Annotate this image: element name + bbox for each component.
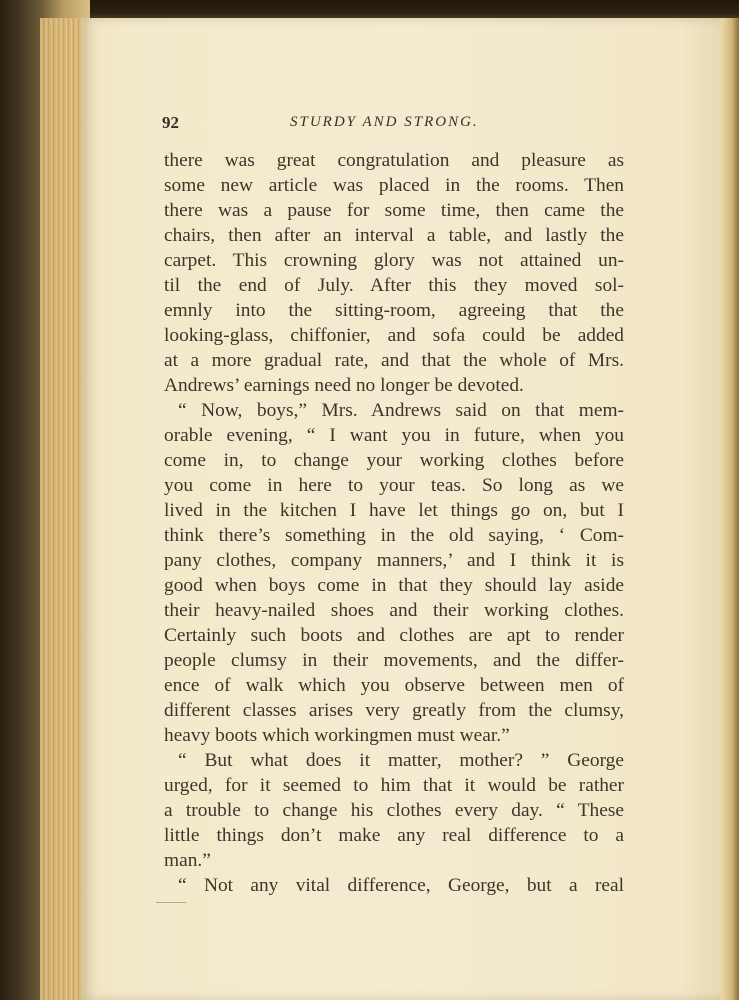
text-line: “ But what does it matter, mother? ” George bbox=[178, 750, 624, 771]
text-line: there was a pause for some time, then came the bbox=[164, 200, 624, 221]
text-line: pany clothes, company manners,’ and I think it is bbox=[164, 550, 624, 571]
text-line: urged, for it seemed to him that it would be rather bbox=[164, 775, 624, 796]
running-title: STURDY AND STRONG. bbox=[290, 114, 479, 130]
text-line: their heavy-nailed shoes and their working clothes. bbox=[164, 600, 624, 621]
page-number: 92 bbox=[162, 113, 179, 132]
text-line: Andrews’ earnings need no longer be devoted. bbox=[164, 375, 524, 396]
text-line: carpet. This crowning glory was not attained un- bbox=[164, 250, 624, 271]
text-line: lived in the kitchen I have let things go on, but I bbox=[164, 500, 624, 521]
text-line: come in, to change your working clothes before bbox=[164, 450, 624, 471]
text-line: looking-glass, chiffonier, and sofa could be added bbox=[164, 325, 624, 346]
text-line: heavy boots which workingmen must wear.” bbox=[164, 725, 510, 746]
text-line: til the end of July. After this they moved sol- bbox=[164, 275, 624, 296]
text-line: man.” bbox=[164, 850, 211, 871]
body-text bbox=[164, 148, 624, 898]
text-line: people clumsy in their movements, and the differ- bbox=[164, 650, 624, 671]
text-line: emnly into the sitting-room, agreeing that the bbox=[164, 300, 624, 321]
text-line: “ Not any vital difference, George, but a real bbox=[178, 875, 624, 896]
text-line: orable evening, “ I want you in future, when you bbox=[164, 425, 624, 446]
text-line: chairs, then after an interval a table, and lastly the bbox=[164, 225, 624, 246]
text-line: at a more gradual rate, and that the whole of Mrs. bbox=[164, 350, 624, 371]
text-line: different classes arises very greatly from the clumsy, bbox=[164, 700, 624, 721]
text-line: some new article was placed in the rooms. Then bbox=[164, 175, 624, 196]
text-line: Certainly such boots and clothes are apt to render bbox=[164, 625, 624, 646]
running-head bbox=[162, 113, 622, 137]
margin-mark bbox=[156, 888, 186, 903]
text-line: think there’s something in the old saying, ‘ Com- bbox=[164, 525, 624, 546]
text-line: ence of walk which you observe between men of bbox=[164, 675, 624, 696]
text-line: there was great congratulation and pleasure as bbox=[164, 150, 624, 171]
page-right-edge bbox=[721, 18, 739, 1000]
text-line: you come in here to your teas. So long as we bbox=[164, 475, 624, 496]
text-line: little things don’t make any real difference to a bbox=[164, 825, 624, 846]
text-line: a trouble to change his clothes every day. “ These bbox=[164, 800, 624, 821]
text-line: good when boys come in that they should lay aside bbox=[164, 575, 624, 596]
text-line: “ Now, boys,” Mrs. Andrews said on that mem- bbox=[178, 400, 624, 421]
